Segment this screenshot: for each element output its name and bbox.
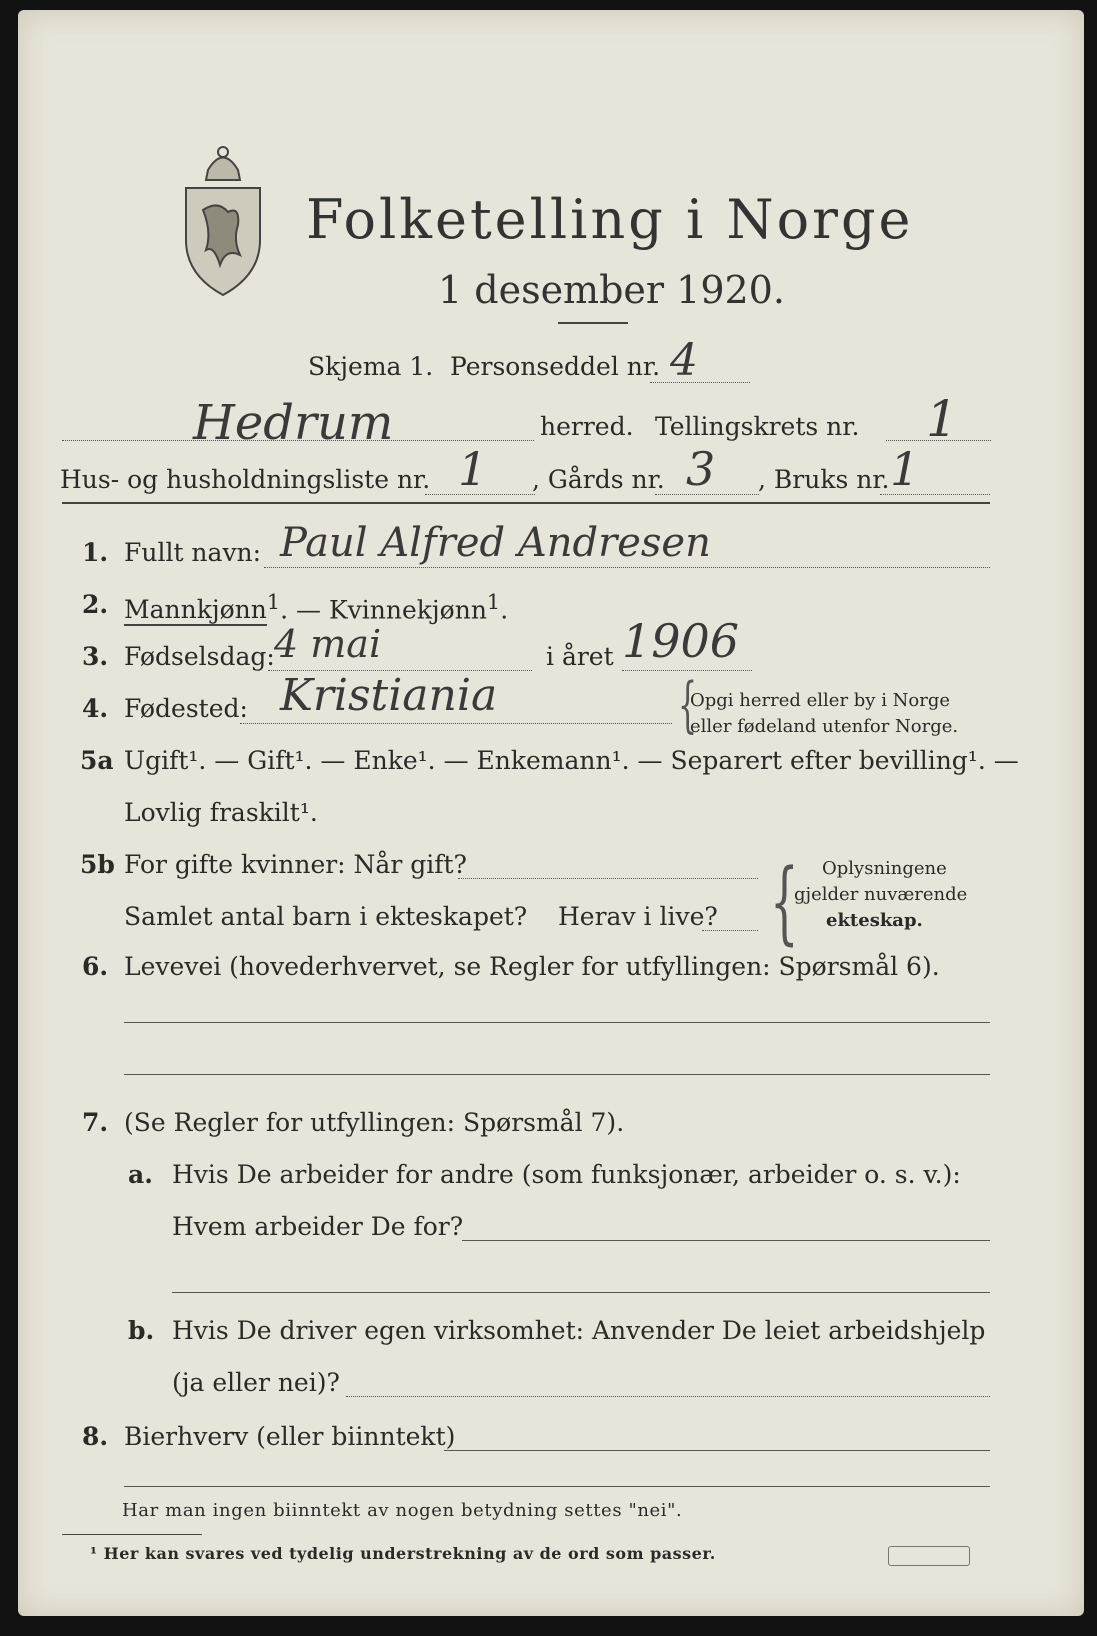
- q7a-line-1: Hvis De arbeider for andre (som funksjonær, arbeider o. s. v.):: [172, 1160, 961, 1189]
- personseddel-line: [650, 382, 750, 383]
- tellingskrets-value: 1: [926, 390, 958, 448]
- q5b-note-1: Oplysningene: [822, 858, 947, 879]
- q3-label: Fødselsdag:: [124, 642, 275, 671]
- q2-separator: . —: [280, 595, 329, 625]
- q7a-employer-line: [462, 1240, 990, 1241]
- q2-female-option: Kvinnekjønn: [328, 595, 487, 625]
- tellingskrets-label: Tellingskrets nr.: [655, 412, 860, 441]
- q7a-line-2: Hvem arbeider De for?: [172, 1212, 464, 1241]
- husliste-value: 1: [458, 442, 488, 496]
- form-date: 1 desember 1920.: [438, 268, 785, 312]
- q3-year-value: 1906: [622, 614, 740, 668]
- printer-stamp-icon: [888, 1546, 970, 1566]
- q7b-line-1: Hvis De driver egen virksomhet: Anvender De leiet arbeidshjelp: [172, 1316, 986, 1345]
- skjema-label: Skjema 1.: [308, 352, 434, 381]
- q7b-answer-line: [346, 1396, 990, 1397]
- q2-male-option: Mannkjønn: [124, 595, 267, 625]
- q6-line-2: [124, 1074, 990, 1075]
- gards-label: , Gårds nr.: [532, 465, 665, 494]
- q5b-alive-line: [702, 930, 758, 931]
- husliste-label: Hus- og husholdningsliste nr.: [60, 465, 431, 494]
- footnote-divider: [62, 1534, 202, 1535]
- q1-line: [264, 567, 990, 568]
- q1-label: Fullt navn:: [124, 538, 262, 567]
- form-title: Folketelling i Norge: [306, 188, 914, 251]
- q8-label: Bierhverv (eller biinntekt): [124, 1422, 456, 1451]
- q5b-alive-label: Herav i live?: [558, 902, 718, 931]
- q5b-brace: {: [770, 850, 799, 955]
- title-divider: [558, 322, 628, 324]
- q2-number: 2.: [82, 590, 109, 619]
- q7b-line-2: (ja eller nei)?: [172, 1368, 340, 1397]
- q3-number: 3.: [82, 642, 109, 671]
- q7a-letter: a.: [128, 1160, 153, 1189]
- q5b-married-line: [458, 878, 758, 879]
- footnote: ¹ Her kan svares ved tydelig understrekning av de ord som passer.: [90, 1544, 716, 1563]
- q7a-extra-line: [172, 1292, 990, 1293]
- q7-label: (Se Regler for utfyllingen: Spørsmål 7).: [124, 1108, 625, 1137]
- q6-label: Levevei (hovederhvervet, se Regler for utfyllingen: Spørsmål 6).: [124, 952, 940, 981]
- q7b-letter: b.: [128, 1316, 155, 1345]
- q5a-line-2: Lovlig fraskilt¹.: [124, 798, 318, 827]
- q4-brace: {: [678, 670, 698, 740]
- q4-note-1: Opgi herred eller by i Norge: [690, 690, 951, 711]
- q6-line-1: [124, 1022, 990, 1023]
- q1-number: 1.: [82, 538, 109, 567]
- q5b-number: 5b: [80, 850, 115, 879]
- q7-number: 7.: [82, 1108, 109, 1137]
- census-form: [18, 10, 1084, 1616]
- herred-label: herred.: [540, 412, 634, 441]
- q6-number: 6.: [82, 952, 109, 981]
- personseddel-value: 4: [670, 335, 698, 386]
- q4-note-2: eller fødeland utenfor Norge.: [690, 716, 959, 737]
- herred-value: Hedrum: [193, 395, 394, 451]
- q4-value: Kristiania: [280, 670, 498, 721]
- gards-value: 3: [686, 442, 716, 496]
- q5b-note-3: ekteskap.: [826, 910, 923, 931]
- q5a-line-1: Ugift¹. — Gift¹. — Enke¹. — Enkemann¹. — Separert efter bevilling¹. —: [124, 746, 1019, 775]
- q4-label: Fødested:: [124, 694, 248, 723]
- header-divider: [62, 502, 990, 504]
- q2-options: Mannkjønn$^1$. — Kvinnekjønn$^1$.: [124, 590, 509, 625]
- q8-number: 8.: [82, 1422, 109, 1451]
- bottom-note: Har man ingen biinntekt av nogen betydning settes "nei".: [122, 1500, 683, 1521]
- coat-of-arms-icon: [178, 140, 268, 300]
- bruks-label: , Bruks nr.: [758, 465, 890, 494]
- q4-number: 4.: [82, 694, 109, 723]
- q5a-number: 5a: [80, 746, 114, 775]
- q2-end: .: [500, 595, 509, 625]
- q1-value: Paul Alfred Andresen: [280, 520, 711, 566]
- q3-year-label: i året: [546, 642, 614, 671]
- q3-value: 4 mai: [274, 622, 382, 666]
- q8-extra-line: [124, 1486, 990, 1487]
- q4-line: [240, 723, 672, 724]
- q8-line: [444, 1450, 990, 1451]
- q5b-note-2: gjelder nuværende: [794, 884, 968, 905]
- q5b-line-1: For gifte kvinner: Når gift?: [124, 850, 467, 879]
- q5b-children-label: Samlet antal barn i ekteskapet?: [124, 902, 528, 931]
- bruks-value: 1: [890, 442, 920, 496]
- personseddel-label: Personseddel nr.: [450, 352, 661, 381]
